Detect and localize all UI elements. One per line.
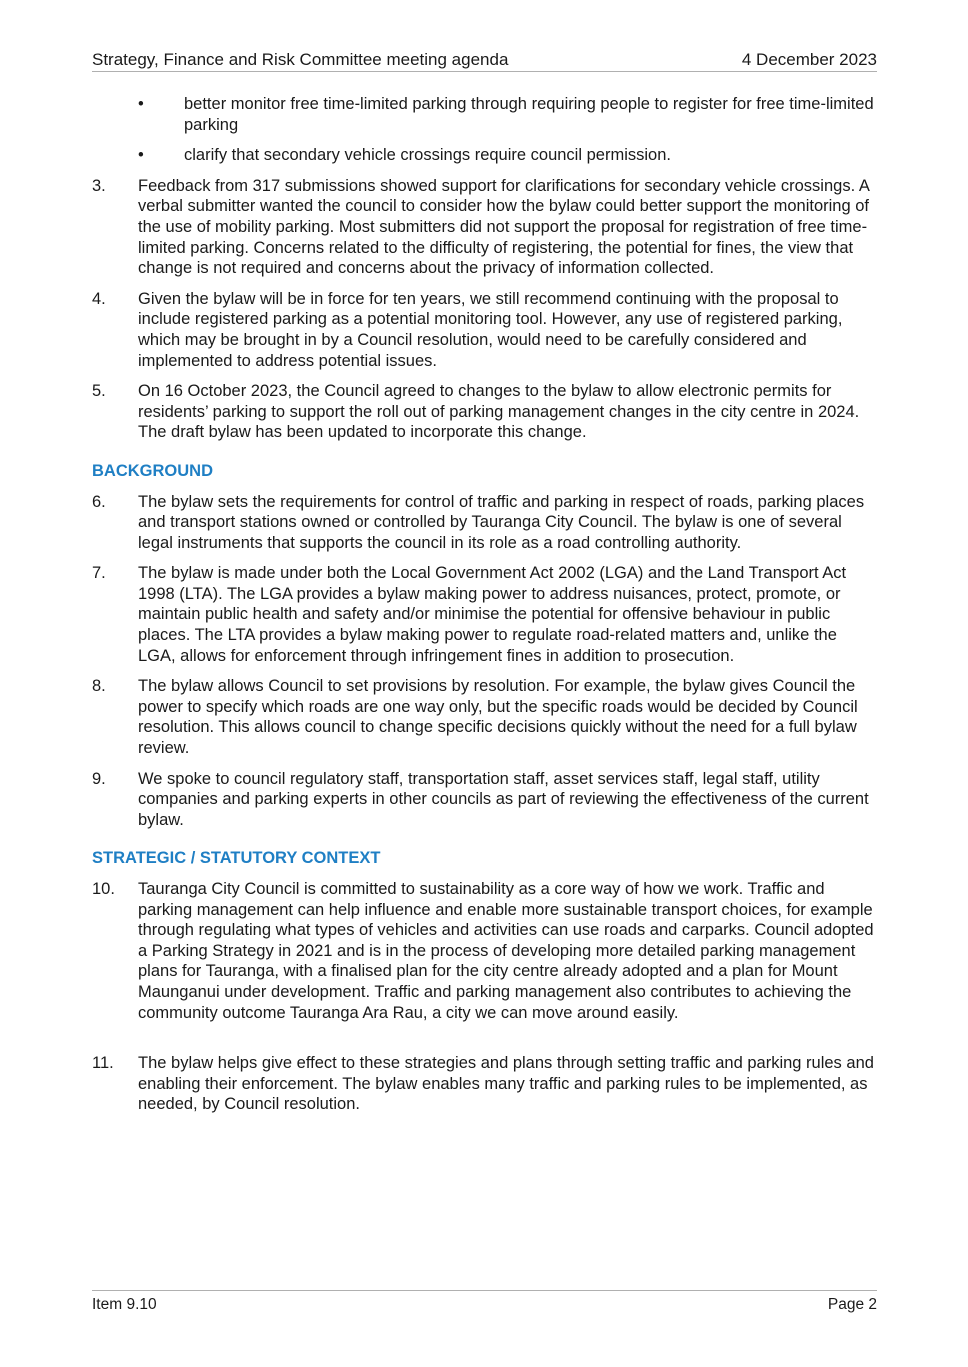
numbered-paragraph: [92, 879, 877, 1023]
numbered-paragraph: [92, 769, 877, 831]
numbered-paragraph: [92, 676, 877, 758]
numbered-paragraph: [92, 563, 877, 666]
page-footer: [92, 1290, 877, 1317]
page-header: [92, 49, 877, 72]
page-number: Page 2: [827, 1296, 877, 1313]
paragraph-number: 5.: [92, 382, 106, 401]
paragraph-text: The bylaw is made under both the Local Government Act 2002 (LGA) and the Land Transport Act 1998 (LTA). The LGA provides a bylaw making power to address nuisances, protect, promote, or maintain public health and safety and/or minimise the potential for offensive behaviour in public places. The LTA provides a bylaw making power to regulate road-related matters and, unlike the LGA, allows for enforcement through infringement fines in addition to prosecution.: [138, 564, 847, 665]
bullet-item: [92, 145, 877, 166]
paragraph-text: On 16 October 2023, the Council agreed to changes to the bylaw to allow electronic permits for residents’ parking to support the roll out of parking management changes in the city centre in 2024. The draft bylaw has been updated to incorporate this change.: [138, 382, 860, 442]
paragraph-number: 6.: [92, 492, 106, 511]
paragraph-text: Given the bylaw will be in force for ten years, we still recommend continuing with the proposal to include registered parking as a potential monitoring tool. However, any use of registered parking, which may be brought in by a Council resolution, would need to be carefully considered and implemented to address potential issues.: [138, 289, 843, 370]
numbered-paragraph: [92, 492, 877, 554]
paragraph-text: The bylaw helps give effect to these strategies and plans through setting traffic and parking rules and enabling their enforcement. The bylaw enables many traffic and parking rules to be implemented, as needed, by Council resolution.: [138, 1054, 874, 1114]
paragraph-number: 4.: [92, 289, 106, 308]
document-date: 4 December 2023: [741, 50, 877, 69]
numbered-paragraph: [92, 381, 877, 443]
bullet-text: clarify that secondary vehicle crossings require council permission.: [184, 146, 671, 165]
bullet-text: better monitor free time-limited parking through requiring people to register for free time-limited parking: [184, 95, 874, 134]
section-heading-strategic: STRATEGIC / STATUTORY CONTEXT: [92, 849, 381, 868]
bullet-item: [92, 94, 877, 135]
numbered-paragraph: [92, 176, 877, 279]
document-body: [92, 94, 877, 1125]
section-heading-background: BACKGROUND: [92, 461, 213, 480]
paragraph-number: 9.: [92, 769, 106, 788]
paragraph-text: The bylaw sets the requirements for control of traffic and parking in respect of roads, parking places and transport stations owned or controlled by Tauranga City Council. The bylaw is one of several legal instruments that supports the council in its role as a road controlling authority.: [138, 492, 865, 552]
paragraph-text: Tauranga City Council is committed to sustainability as a core way of how we work. Traffic and parking management can help influence and enable more sustainable transport choices, for example through regulating what types of vehicles and activities can use roads and carparks. Council adopted a Parking Strategy in 2021 and is in the process of developing more detailed parking management plans for Tauranga, with a finalised plan for the city centre already adopted and a plan for Mount Maunganui under development. Traffic and parking management also contributes to achieving the community outcome Tauranga Ara Rau, a city we can move around easily.: [138, 880, 874, 1022]
paragraph-number: 8.: [92, 677, 106, 696]
bullet-symbol: •: [138, 146, 144, 165]
document-title: Strategy, Finance and Risk Committee meeting agenda: [92, 50, 509, 69]
agenda-item-number: Item 9.10: [92, 1296, 157, 1313]
numbered-paragraph: [92, 1053, 877, 1115]
paragraph-number: 10.: [92, 880, 115, 898]
paragraph-text: Feedback from 317 submissions showed support for clarifications for secondary vehicle crossings. A verbal submitter wanted the council to consider how the bylaw could better support the monitoring of the use of mobility parking. Most submitters did not support the proposal for registration of free time-limited parking. Concerns related to the difficulty of registering, the potential for fines, the view that change is not required and concerns about the privacy of information collected.: [138, 176, 869, 278]
paragraph-text: The bylaw allows Council to set provisions by resolution. For example, the bylaw gives Council the power to specify which roads are one way only, but the specific roads would be decided by Council resolution. This allows council to change specific decisions quickly without the need for a full bylaw review.: [138, 677, 858, 758]
paragraph-number: 11.: [92, 1054, 114, 1073]
numbered-paragraph: [92, 289, 877, 371]
paragraph-text: We spoke to council regulatory staff, transportation staff, asset services staff, legal staff, utility companies and parking experts in other councils as part of reviewing the effectiveness of the current bylaw.: [138, 769, 869, 829]
paragraph-number: 3.: [92, 176, 106, 195]
bullet-symbol: •: [138, 95, 144, 113]
paragraph-number: 7.: [92, 564, 106, 583]
